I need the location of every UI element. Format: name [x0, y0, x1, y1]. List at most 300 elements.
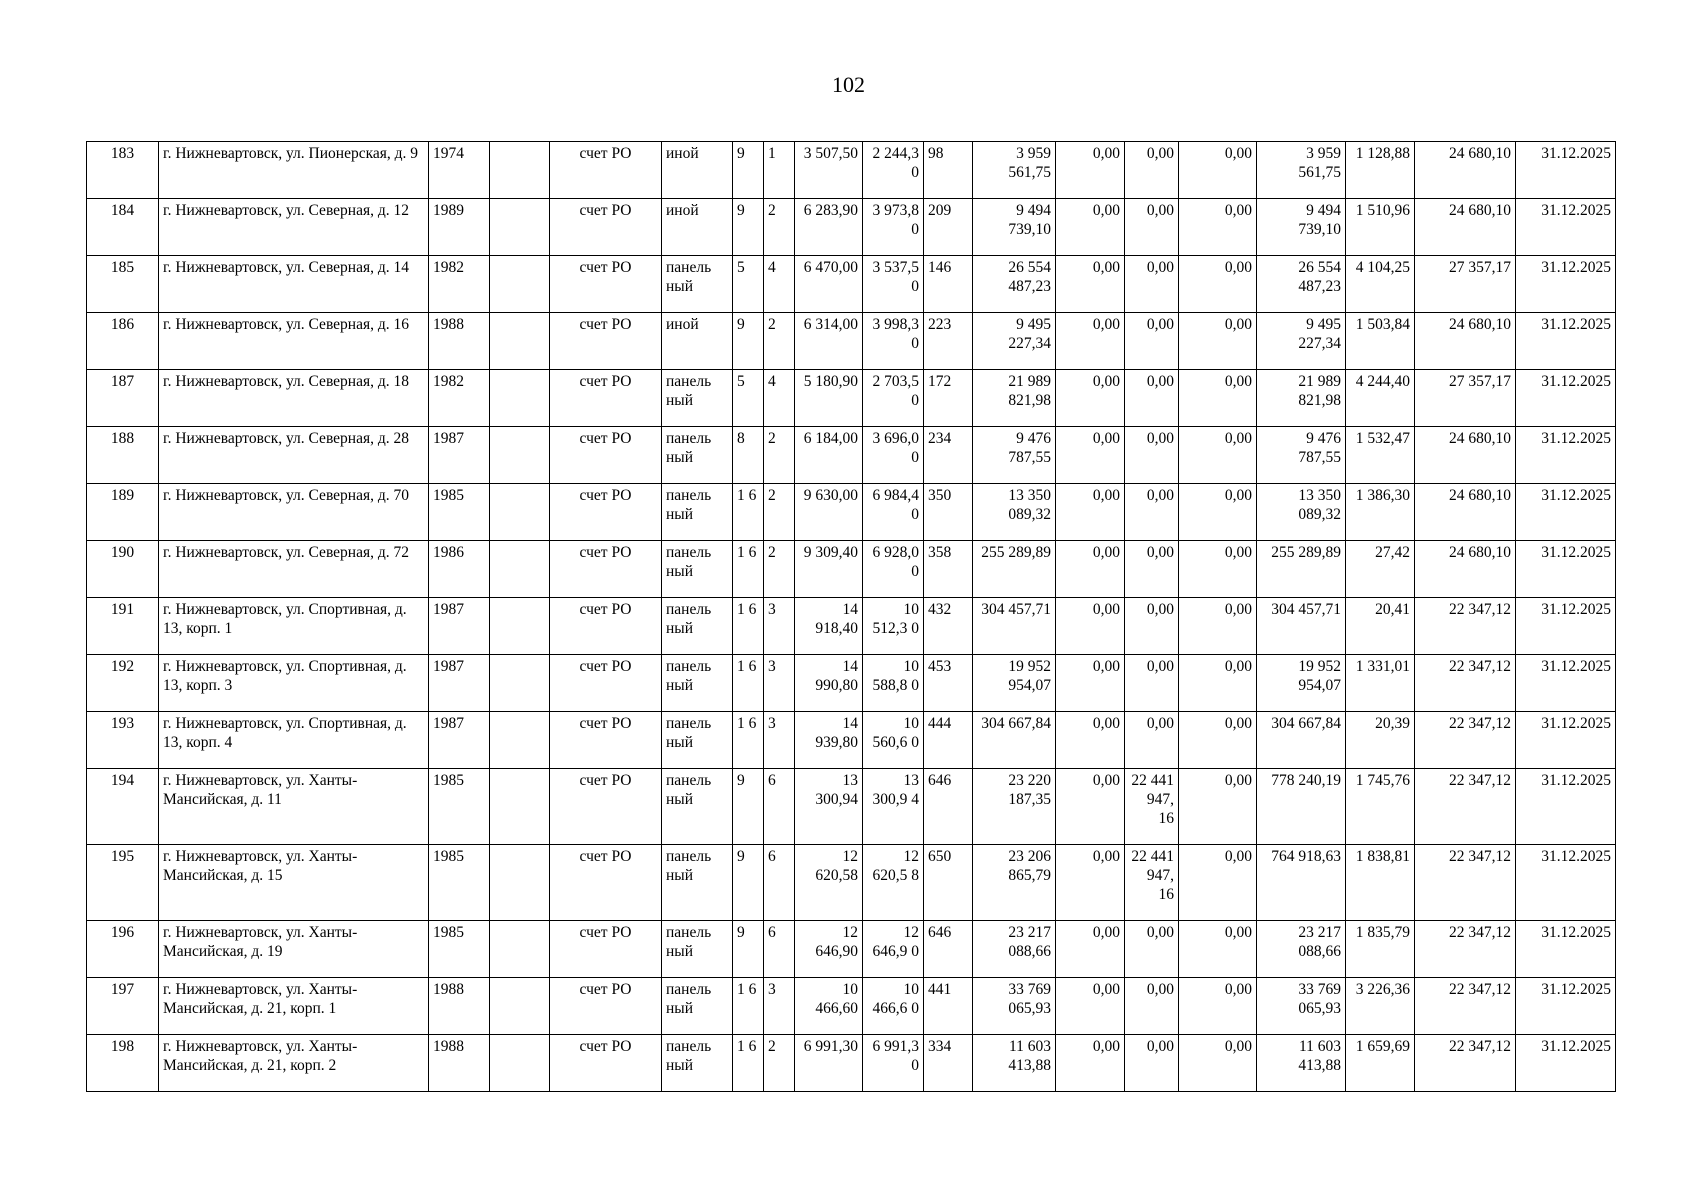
cell-cost-own: 778 240,19: [1257, 769, 1346, 845]
cell-limit: 22 347,12: [1415, 1035, 1516, 1092]
cell-wall: панель ный: [662, 921, 733, 978]
cell-residents: 444: [924, 712, 973, 769]
cell-floors: 1 6: [733, 541, 764, 598]
cell-n: 183: [87, 142, 159, 199]
cell-cost-per-m2: 1 745,76: [1346, 769, 1415, 845]
cell-limit: 22 347,12: [1415, 655, 1516, 712]
cell-n: 189: [87, 484, 159, 541]
cell-limit: 27 357,17: [1415, 256, 1516, 313]
cell-address: г. Нижневартовск, ул. Северная, д. 72: [159, 541, 429, 598]
cell-floors: 9: [733, 845, 764, 921]
cell-year: 1982: [429, 370, 490, 427]
cell-c1: 0,00: [1056, 769, 1125, 845]
cell-c3: 0,00: [1179, 655, 1257, 712]
cell-residents: 453: [924, 655, 973, 712]
cell-address: г. Нижневартовск, ул. Спортивная, д. 13, корп. 3: [159, 655, 429, 712]
cell-year: 1987: [429, 655, 490, 712]
cell-account: счет РО: [550, 921, 662, 978]
cell-wall: иной: [662, 199, 733, 256]
cell-cost-per-m2: 1 510,96: [1346, 199, 1415, 256]
cell-empty: [490, 921, 550, 978]
cell-floors: 5: [733, 256, 764, 313]
cell-area-living: 3 537,5 0: [863, 256, 924, 313]
cell-n: 186: [87, 313, 159, 370]
cell-c1: 0,00: [1056, 845, 1125, 921]
cell-year: 1989: [429, 199, 490, 256]
cell-c3: 0,00: [1179, 1035, 1257, 1092]
cell-c2: 0,00: [1125, 541, 1179, 598]
cell-c3: 0,00: [1179, 256, 1257, 313]
cell-cost-own: 304 457,71: [1257, 598, 1346, 655]
cell-account: счет РО: [550, 1035, 662, 1092]
cell-area-total: 5 180,90: [795, 370, 863, 427]
cell-wall: панель ный: [662, 1035, 733, 1092]
cell-floors: 1 6: [733, 598, 764, 655]
cell-year: 1987: [429, 598, 490, 655]
cell-entrances: 2: [764, 313, 795, 370]
cell-year: 1988: [429, 978, 490, 1035]
cell-limit: 22 347,12: [1415, 978, 1516, 1035]
cell-c1: 0,00: [1056, 655, 1125, 712]
cell-cost-total: 23 220 187,35: [973, 769, 1056, 845]
cell-floors: 8: [733, 427, 764, 484]
cell-residents: 646: [924, 921, 973, 978]
cell-residents: 646: [924, 769, 973, 845]
cell-year: 1988: [429, 1035, 490, 1092]
cell-floors: 1 6: [733, 1035, 764, 1092]
table-row: [87, 370, 1616, 427]
cell-c2: 0,00: [1125, 921, 1179, 978]
cell-cost-total: 9 494 739,10: [973, 199, 1056, 256]
cell-address: г. Нижневартовск, ул. Спортивная, д. 13, корп. 1: [159, 598, 429, 655]
cell-entrances: 4: [764, 370, 795, 427]
cell-n: 194: [87, 769, 159, 845]
cell-residents: 432: [924, 598, 973, 655]
cell-n: 192: [87, 655, 159, 712]
table-row: [87, 978, 1616, 1035]
cell-limit: 24 680,10: [1415, 541, 1516, 598]
cell-c1: 0,00: [1056, 313, 1125, 370]
cell-c3: 0,00: [1179, 845, 1257, 921]
cell-cost-total: 23 206 865,79: [973, 845, 1056, 921]
cell-c2: 0,00: [1125, 199, 1179, 256]
cell-date: 31.12.2025: [1516, 142, 1616, 199]
cell-cost-per-m2: 1 835,79: [1346, 921, 1415, 978]
cell-c3: 0,00: [1179, 484, 1257, 541]
cell-c2: 0,00: [1125, 598, 1179, 655]
cell-cost-per-m2: 1 386,30: [1346, 484, 1415, 541]
table-row: [87, 199, 1616, 256]
cell-n: 185: [87, 256, 159, 313]
cell-area-living: 10 512,3 0: [863, 598, 924, 655]
cell-empty: [490, 199, 550, 256]
cell-c2: 0,00: [1125, 655, 1179, 712]
cell-c1: 0,00: [1056, 427, 1125, 484]
cell-c2: 0,00: [1125, 370, 1179, 427]
cell-floors: 9: [733, 921, 764, 978]
cell-account: счет РО: [550, 598, 662, 655]
cell-area-living: 12 646,9 0: [863, 921, 924, 978]
cell-limit: 27 357,17: [1415, 370, 1516, 427]
table-row: [87, 427, 1616, 484]
cell-year: 1986: [429, 541, 490, 598]
cell-area-living: 10 560,6 0: [863, 712, 924, 769]
cell-entrances: 2: [764, 541, 795, 598]
cell-c3: 0,00: [1179, 769, 1257, 845]
cell-cost-total: 23 217 088,66: [973, 921, 1056, 978]
cell-residents: 172: [924, 370, 973, 427]
cell-wall: панель ный: [662, 845, 733, 921]
cell-area-total: 6 470,00: [795, 256, 863, 313]
cell-cost-own: 9 494 739,10: [1257, 199, 1346, 256]
cell-address: г. Нижневартовск, ул. Спортивная, д. 13, корп. 4: [159, 712, 429, 769]
cell-floors: 9: [733, 313, 764, 370]
table-row: [87, 769, 1616, 845]
cell-cost-own: 764 918,63: [1257, 845, 1346, 921]
cell-c1: 0,00: [1056, 978, 1125, 1035]
cell-entrances: 6: [764, 845, 795, 921]
cell-address: г. Нижневартовск, ул. Северная, д. 16: [159, 313, 429, 370]
cell-floors: 9: [733, 769, 764, 845]
cell-date: 31.12.2025: [1516, 484, 1616, 541]
cell-year: 1987: [429, 427, 490, 484]
cell-area-living: 10 466,6 0: [863, 978, 924, 1035]
cell-area-living: 13 300,9 4: [863, 769, 924, 845]
cell-residents: 98: [924, 142, 973, 199]
cell-area-living: 3 696,0 0: [863, 427, 924, 484]
cell-address: г. Нижневартовск, ул. Ханты-Мансийская, д. 21, корп. 2: [159, 1035, 429, 1092]
cell-floors: 1 6: [733, 655, 764, 712]
cell-c2: 22 441 947, 16: [1125, 769, 1179, 845]
cell-wall: панель ный: [662, 978, 733, 1035]
cell-address: г. Нижневартовск, ул. Ханты-Мансийская, д. 15: [159, 845, 429, 921]
cell-cost-own: 304 667,84: [1257, 712, 1346, 769]
cell-empty: [490, 484, 550, 541]
cell-cost-per-m2: 1 659,69: [1346, 1035, 1415, 1092]
cell-c3: 0,00: [1179, 712, 1257, 769]
cell-date: 31.12.2025: [1516, 427, 1616, 484]
cell-entrances: 2: [764, 427, 795, 484]
cell-floors: 1 6: [733, 712, 764, 769]
cell-residents: 334: [924, 1035, 973, 1092]
cell-cost-total: 26 554 487,23: [973, 256, 1056, 313]
cell-address: г. Нижневартовск, ул. Пионерская, д. 9: [159, 142, 429, 199]
cell-address: г. Нижневартовск, ул. Северная, д. 28: [159, 427, 429, 484]
cell-entrances: 2: [764, 199, 795, 256]
cell-account: счет РО: [550, 655, 662, 712]
cell-date: 31.12.2025: [1516, 921, 1616, 978]
cell-c3: 0,00: [1179, 427, 1257, 484]
cell-account: счет РО: [550, 427, 662, 484]
cell-n: 197: [87, 978, 159, 1035]
cell-empty: [490, 845, 550, 921]
cell-year: 1985: [429, 845, 490, 921]
cell-wall: панель ный: [662, 769, 733, 845]
cell-floors: 5: [733, 370, 764, 427]
cell-area-living: 2 703,5 0: [863, 370, 924, 427]
cell-address: г. Нижневартовск, ул. Ханты-Мансийская, д. 21, корп. 1: [159, 978, 429, 1035]
cell-limit: 24 680,10: [1415, 142, 1516, 199]
cell-account: счет РО: [550, 484, 662, 541]
cell-area-total: 6 184,00: [795, 427, 863, 484]
page-number: 102: [832, 72, 865, 97]
cell-residents: 650: [924, 845, 973, 921]
cell-account: счет РО: [550, 142, 662, 199]
cell-wall: иной: [662, 142, 733, 199]
cell-account: счет РО: [550, 199, 662, 256]
table-body: [87, 142, 1616, 1092]
cell-cost-own: 3 959 561,75: [1257, 142, 1346, 199]
cell-cost-own: 26 554 487,23: [1257, 256, 1346, 313]
cell-year: 1987: [429, 712, 490, 769]
cell-cost-per-m2: 20,39: [1346, 712, 1415, 769]
cell-empty: [490, 370, 550, 427]
cell-entrances: 4: [764, 256, 795, 313]
cell-limit: 24 680,10: [1415, 427, 1516, 484]
cell-cost-own: 23 217 088,66: [1257, 921, 1346, 978]
cell-empty: [490, 427, 550, 484]
cell-account: счет РО: [550, 256, 662, 313]
cell-area-living: 6 984,4 0: [863, 484, 924, 541]
cell-cost-own: 19 952 954,07: [1257, 655, 1346, 712]
cell-date: 31.12.2025: [1516, 1035, 1616, 1092]
cell-limit: 24 680,10: [1415, 199, 1516, 256]
cell-area-living: 2 244,3 0: [863, 142, 924, 199]
cell-c3: 0,00: [1179, 978, 1257, 1035]
cell-cost-total: 304 457,71: [973, 598, 1056, 655]
cell-c2: 0,00: [1125, 427, 1179, 484]
cell-wall: панель ный: [662, 370, 733, 427]
cell-c1: 0,00: [1056, 921, 1125, 978]
table-row: [87, 921, 1616, 978]
cell-entrances: 2: [764, 1035, 795, 1092]
cell-account: счет РО: [550, 978, 662, 1035]
table-row: [87, 484, 1616, 541]
cell-c3: 0,00: [1179, 370, 1257, 427]
cell-empty: [490, 769, 550, 845]
cell-year: 1974: [429, 142, 490, 199]
cell-entrances: 6: [764, 921, 795, 978]
cell-empty: [490, 655, 550, 712]
table-row: [87, 598, 1616, 655]
cell-limit: 24 680,10: [1415, 313, 1516, 370]
cell-floors: 9: [733, 142, 764, 199]
cell-date: 31.12.2025: [1516, 845, 1616, 921]
table-row: [87, 845, 1616, 921]
cell-year: 1988: [429, 313, 490, 370]
cell-account: счет РО: [550, 845, 662, 921]
cell-limit: 24 680,10: [1415, 484, 1516, 541]
cell-c1: 0,00: [1056, 142, 1125, 199]
cell-n: 195: [87, 845, 159, 921]
cell-account: счет РО: [550, 769, 662, 845]
table-row: [87, 256, 1616, 313]
cell-area-living: 6 928,0 0: [863, 541, 924, 598]
cell-area-total: 10 466,60: [795, 978, 863, 1035]
cell-c1: 0,00: [1056, 541, 1125, 598]
cell-area-total: 14 939,80: [795, 712, 863, 769]
cell-residents: 441: [924, 978, 973, 1035]
cell-area-total: 14 918,40: [795, 598, 863, 655]
cell-c3: 0,00: [1179, 142, 1257, 199]
cell-cost-total: 255 289,89: [973, 541, 1056, 598]
cell-c1: 0,00: [1056, 712, 1125, 769]
cell-n: 191: [87, 598, 159, 655]
cell-c2: 0,00: [1125, 313, 1179, 370]
cell-date: 31.12.2025: [1516, 256, 1616, 313]
cell-cost-total: 19 952 954,07: [973, 655, 1056, 712]
cell-date: 31.12.2025: [1516, 598, 1616, 655]
cell-date: 31.12.2025: [1516, 978, 1616, 1035]
cell-date: 31.12.2025: [1516, 370, 1616, 427]
cell-area-living: 6 991,3 0: [863, 1035, 924, 1092]
cell-limit: 22 347,12: [1415, 845, 1516, 921]
cell-area-total: 6 991,30: [795, 1035, 863, 1092]
cell-residents: 350: [924, 484, 973, 541]
cell-account: счет РО: [550, 541, 662, 598]
cell-empty: [490, 541, 550, 598]
table-row: [87, 313, 1616, 370]
cell-empty: [490, 978, 550, 1035]
cell-area-total: 12 646,90: [795, 921, 863, 978]
cell-c2: 0,00: [1125, 712, 1179, 769]
cell-date: 31.12.2025: [1516, 199, 1616, 256]
cell-c3: 0,00: [1179, 541, 1257, 598]
cell-year: 1985: [429, 484, 490, 541]
cell-cost-own: 9 476 787,55: [1257, 427, 1346, 484]
cell-empty: [490, 1035, 550, 1092]
cell-residents: 209: [924, 199, 973, 256]
cell-c3: 0,00: [1179, 598, 1257, 655]
cell-cost-per-m2: 1 331,01: [1346, 655, 1415, 712]
cell-cost-own: 255 289,89: [1257, 541, 1346, 598]
cell-cost-per-m2: 1 128,88: [1346, 142, 1415, 199]
table-row: [87, 1035, 1616, 1092]
cell-empty: [490, 313, 550, 370]
cell-cost-per-m2: 27,42: [1346, 541, 1415, 598]
cell-cost-per-m2: 1 838,81: [1346, 845, 1415, 921]
cell-c3: 0,00: [1179, 199, 1257, 256]
cell-area-living: 3 998,3 0: [863, 313, 924, 370]
cell-n: 198: [87, 1035, 159, 1092]
cell-floors: 9: [733, 199, 764, 256]
cell-c1: 0,00: [1056, 484, 1125, 541]
table-row: [87, 655, 1616, 712]
cell-empty: [490, 256, 550, 313]
cell-address: г. Нижневартовск, ул. Северная, д. 18: [159, 370, 429, 427]
cell-area-living: 10 588,8 0: [863, 655, 924, 712]
table-row: [87, 712, 1616, 769]
cell-date: 31.12.2025: [1516, 541, 1616, 598]
cell-limit: 22 347,12: [1415, 921, 1516, 978]
cell-c1: 0,00: [1056, 256, 1125, 313]
cell-c1: 0,00: [1056, 598, 1125, 655]
cell-cost-per-m2: 4 244,40: [1346, 370, 1415, 427]
cell-cost-total: 9 495 227,34: [973, 313, 1056, 370]
cell-c2: 0,00: [1125, 142, 1179, 199]
cell-cost-own: 11 603 413,88: [1257, 1035, 1346, 1092]
cell-wall: панель ный: [662, 655, 733, 712]
registry-table: [86, 141, 1616, 1092]
cell-address: г. Нижневартовск, ул. Северная, д. 14: [159, 256, 429, 313]
cell-address: г. Нижневартовск, ул. Северная, д. 12: [159, 199, 429, 256]
cell-area-total: 12 620,58: [795, 845, 863, 921]
cell-account: счет РО: [550, 370, 662, 427]
table-row: [87, 541, 1616, 598]
cell-date: 31.12.2025: [1516, 769, 1616, 845]
table-row: [87, 142, 1616, 199]
cell-cost-total: 9 476 787,55: [973, 427, 1056, 484]
cell-account: счет РО: [550, 712, 662, 769]
cell-cost-per-m2: 20,41: [1346, 598, 1415, 655]
cell-wall: панель ный: [662, 427, 733, 484]
cell-c1: 0,00: [1056, 199, 1125, 256]
cell-c3: 0,00: [1179, 921, 1257, 978]
cell-wall: панель ный: [662, 256, 733, 313]
cell-wall: панель ный: [662, 484, 733, 541]
cell-area-total: 14 990,80: [795, 655, 863, 712]
cell-area-total: 13 300,94: [795, 769, 863, 845]
cell-n: 187: [87, 370, 159, 427]
cell-entrances: 3: [764, 598, 795, 655]
cell-residents: 234: [924, 427, 973, 484]
cell-cost-own: 33 769 065,93: [1257, 978, 1346, 1035]
cell-entrances: 1: [764, 142, 795, 199]
cell-entrances: 6: [764, 769, 795, 845]
cell-c2: 0,00: [1125, 978, 1179, 1035]
cell-c2: 0,00: [1125, 256, 1179, 313]
cell-wall: панель ный: [662, 598, 733, 655]
cell-n: 193: [87, 712, 159, 769]
cell-limit: 22 347,12: [1415, 712, 1516, 769]
cell-cost-own: 9 495 227,34: [1257, 313, 1346, 370]
cell-cost-per-m2: 1 503,84: [1346, 313, 1415, 370]
cell-c2: 0,00: [1125, 484, 1179, 541]
cell-residents: 358: [924, 541, 973, 598]
cell-cost-total: 21 989 821,98: [973, 370, 1056, 427]
cell-entrances: 3: [764, 655, 795, 712]
cell-area-total: 9 630,00: [795, 484, 863, 541]
cell-address: г. Нижневартовск, ул. Северная, д. 70: [159, 484, 429, 541]
cell-year: 1982: [429, 256, 490, 313]
cell-wall: иной: [662, 313, 733, 370]
cell-area-total: 6 283,90: [795, 199, 863, 256]
cell-area-total: 3 507,50: [795, 142, 863, 199]
cell-area-living: 3 973,8 0: [863, 199, 924, 256]
cell-date: 31.12.2025: [1516, 313, 1616, 370]
cell-c1: 0,00: [1056, 370, 1125, 427]
cell-address: г. Нижневартовск, ул. Ханты-Мансийская, д. 19: [159, 921, 429, 978]
cell-cost-per-m2: 3 226,36: [1346, 978, 1415, 1035]
cell-account: счет РО: [550, 313, 662, 370]
cell-n: 196: [87, 921, 159, 978]
cell-entrances: 2: [764, 484, 795, 541]
cell-cost-total: 304 667,84: [973, 712, 1056, 769]
cell-area-total: 9 309,40: [795, 541, 863, 598]
cell-entrances: 3: [764, 978, 795, 1035]
cell-c3: 0,00: [1179, 313, 1257, 370]
cell-entrances: 3: [764, 712, 795, 769]
cell-residents: 223: [924, 313, 973, 370]
cell-c2: 0,00: [1125, 1035, 1179, 1092]
cell-empty: [490, 598, 550, 655]
cell-wall: панель ный: [662, 712, 733, 769]
cell-empty: [490, 142, 550, 199]
cell-n: 188: [87, 427, 159, 484]
cell-limit: 22 347,12: [1415, 598, 1516, 655]
cell-date: 31.12.2025: [1516, 712, 1616, 769]
cell-cost-per-m2: 4 104,25: [1346, 256, 1415, 313]
